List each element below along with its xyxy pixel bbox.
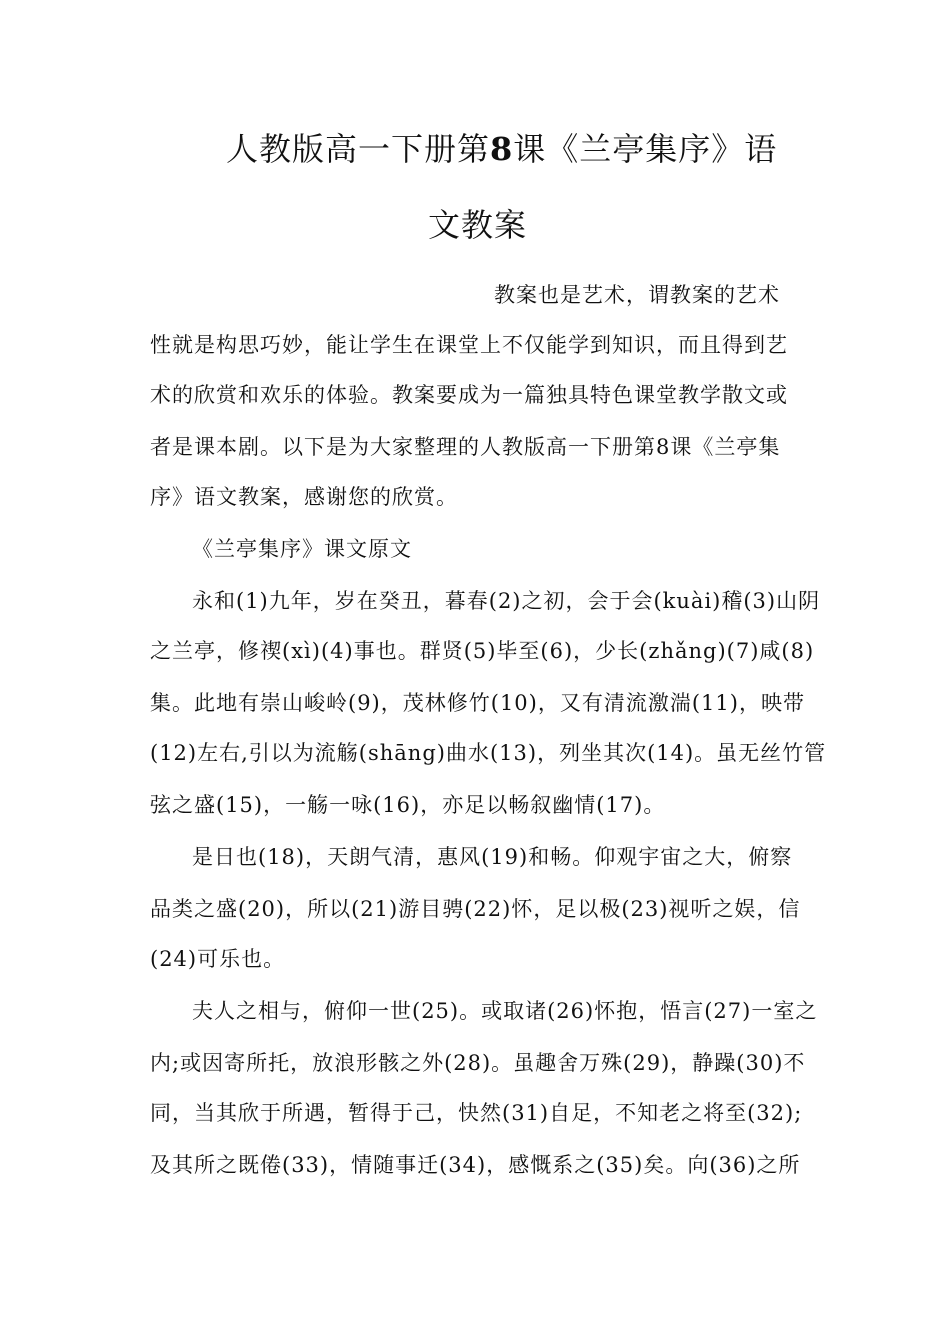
document-title-line-1 bbox=[226, 124, 777, 170]
intro-line: 教案也是艺术，谓教案的艺术 bbox=[494, 283, 780, 307]
paragraph-line: 夫人之相与，俯仰一世(25)。或取诸(26)怀抱，悟言(27)一室之 bbox=[192, 999, 818, 1023]
paragraph-line: 永和(1)九年，岁在癸丑，暮春(2)之初，会于会(kuài)稽(3)山阴 bbox=[192, 589, 821, 613]
paragraph-line: 弦之盛(15)，一觞一咏(16)，亦足以畅叙幽情(17)。 bbox=[150, 793, 666, 817]
title-text-post: 课《兰亭集序》语 bbox=[513, 130, 778, 168]
paragraph-line: (24)可乐也。 bbox=[150, 947, 286, 971]
intro-line: 者是课本剧。以下是为大家整理的人教版高一下册第8课《兰亭集 bbox=[150, 435, 781, 459]
paragraph-line: (12)左右,引以为流觞(shāng)曲水(13)，列坐其次(14)。虽无丝竹管 bbox=[150, 741, 827, 765]
paragraph-line: 之兰亭，修禊(xì)(4)事也。群贤(5)毕至(6)，少长(zhǎng)(7)咸(8) bbox=[150, 639, 815, 663]
paragraph-line: 同，当其欣于所遇，暂得于己，快然(31)自足，不知老之将至(32); bbox=[150, 1101, 803, 1125]
title-text-pre: 人教版高一下册第 bbox=[226, 130, 491, 168]
section-heading: 《兰亭集序》课文原文 bbox=[192, 537, 412, 561]
intro-line: 序》语文教案，感谢您的欣赏。 bbox=[150, 485, 458, 509]
paragraph-line: 品类之盛(20)，所以(21)游目骋(22)怀，足以极(23)视听之娱，信 bbox=[150, 897, 801, 921]
paragraph-line: 集。此地有崇山峻岭(9)，茂林修竹(10)，又有清流激湍(11)，映带 bbox=[150, 691, 805, 715]
title-lesson-number: 8 bbox=[490, 130, 514, 168]
document-title-line-2: 文教案 bbox=[428, 206, 528, 244]
paragraph-line: 内;或因寄所托，放浪形骸之外(28)。虽趣舍万殊(29)，静躁(30)不 bbox=[150, 1051, 806, 1075]
intro-line: 性就是构思巧妙，能让学生在课堂上不仅能学到知识，而且得到艺 bbox=[150, 333, 788, 357]
paragraph-line: 及其所之既倦(33)，情随事迁(34)，感慨系之(35)矣。向(36)之所 bbox=[150, 1153, 801, 1177]
intro-line: 术的欣赏和欢乐的体验。教案要成为一篇独具特色课堂教学散文或 bbox=[150, 383, 788, 407]
paragraph-line: 是日也(18)，天朗气清，惠风(19)和畅。仰观宇宙之大，俯察 bbox=[192, 845, 793, 869]
